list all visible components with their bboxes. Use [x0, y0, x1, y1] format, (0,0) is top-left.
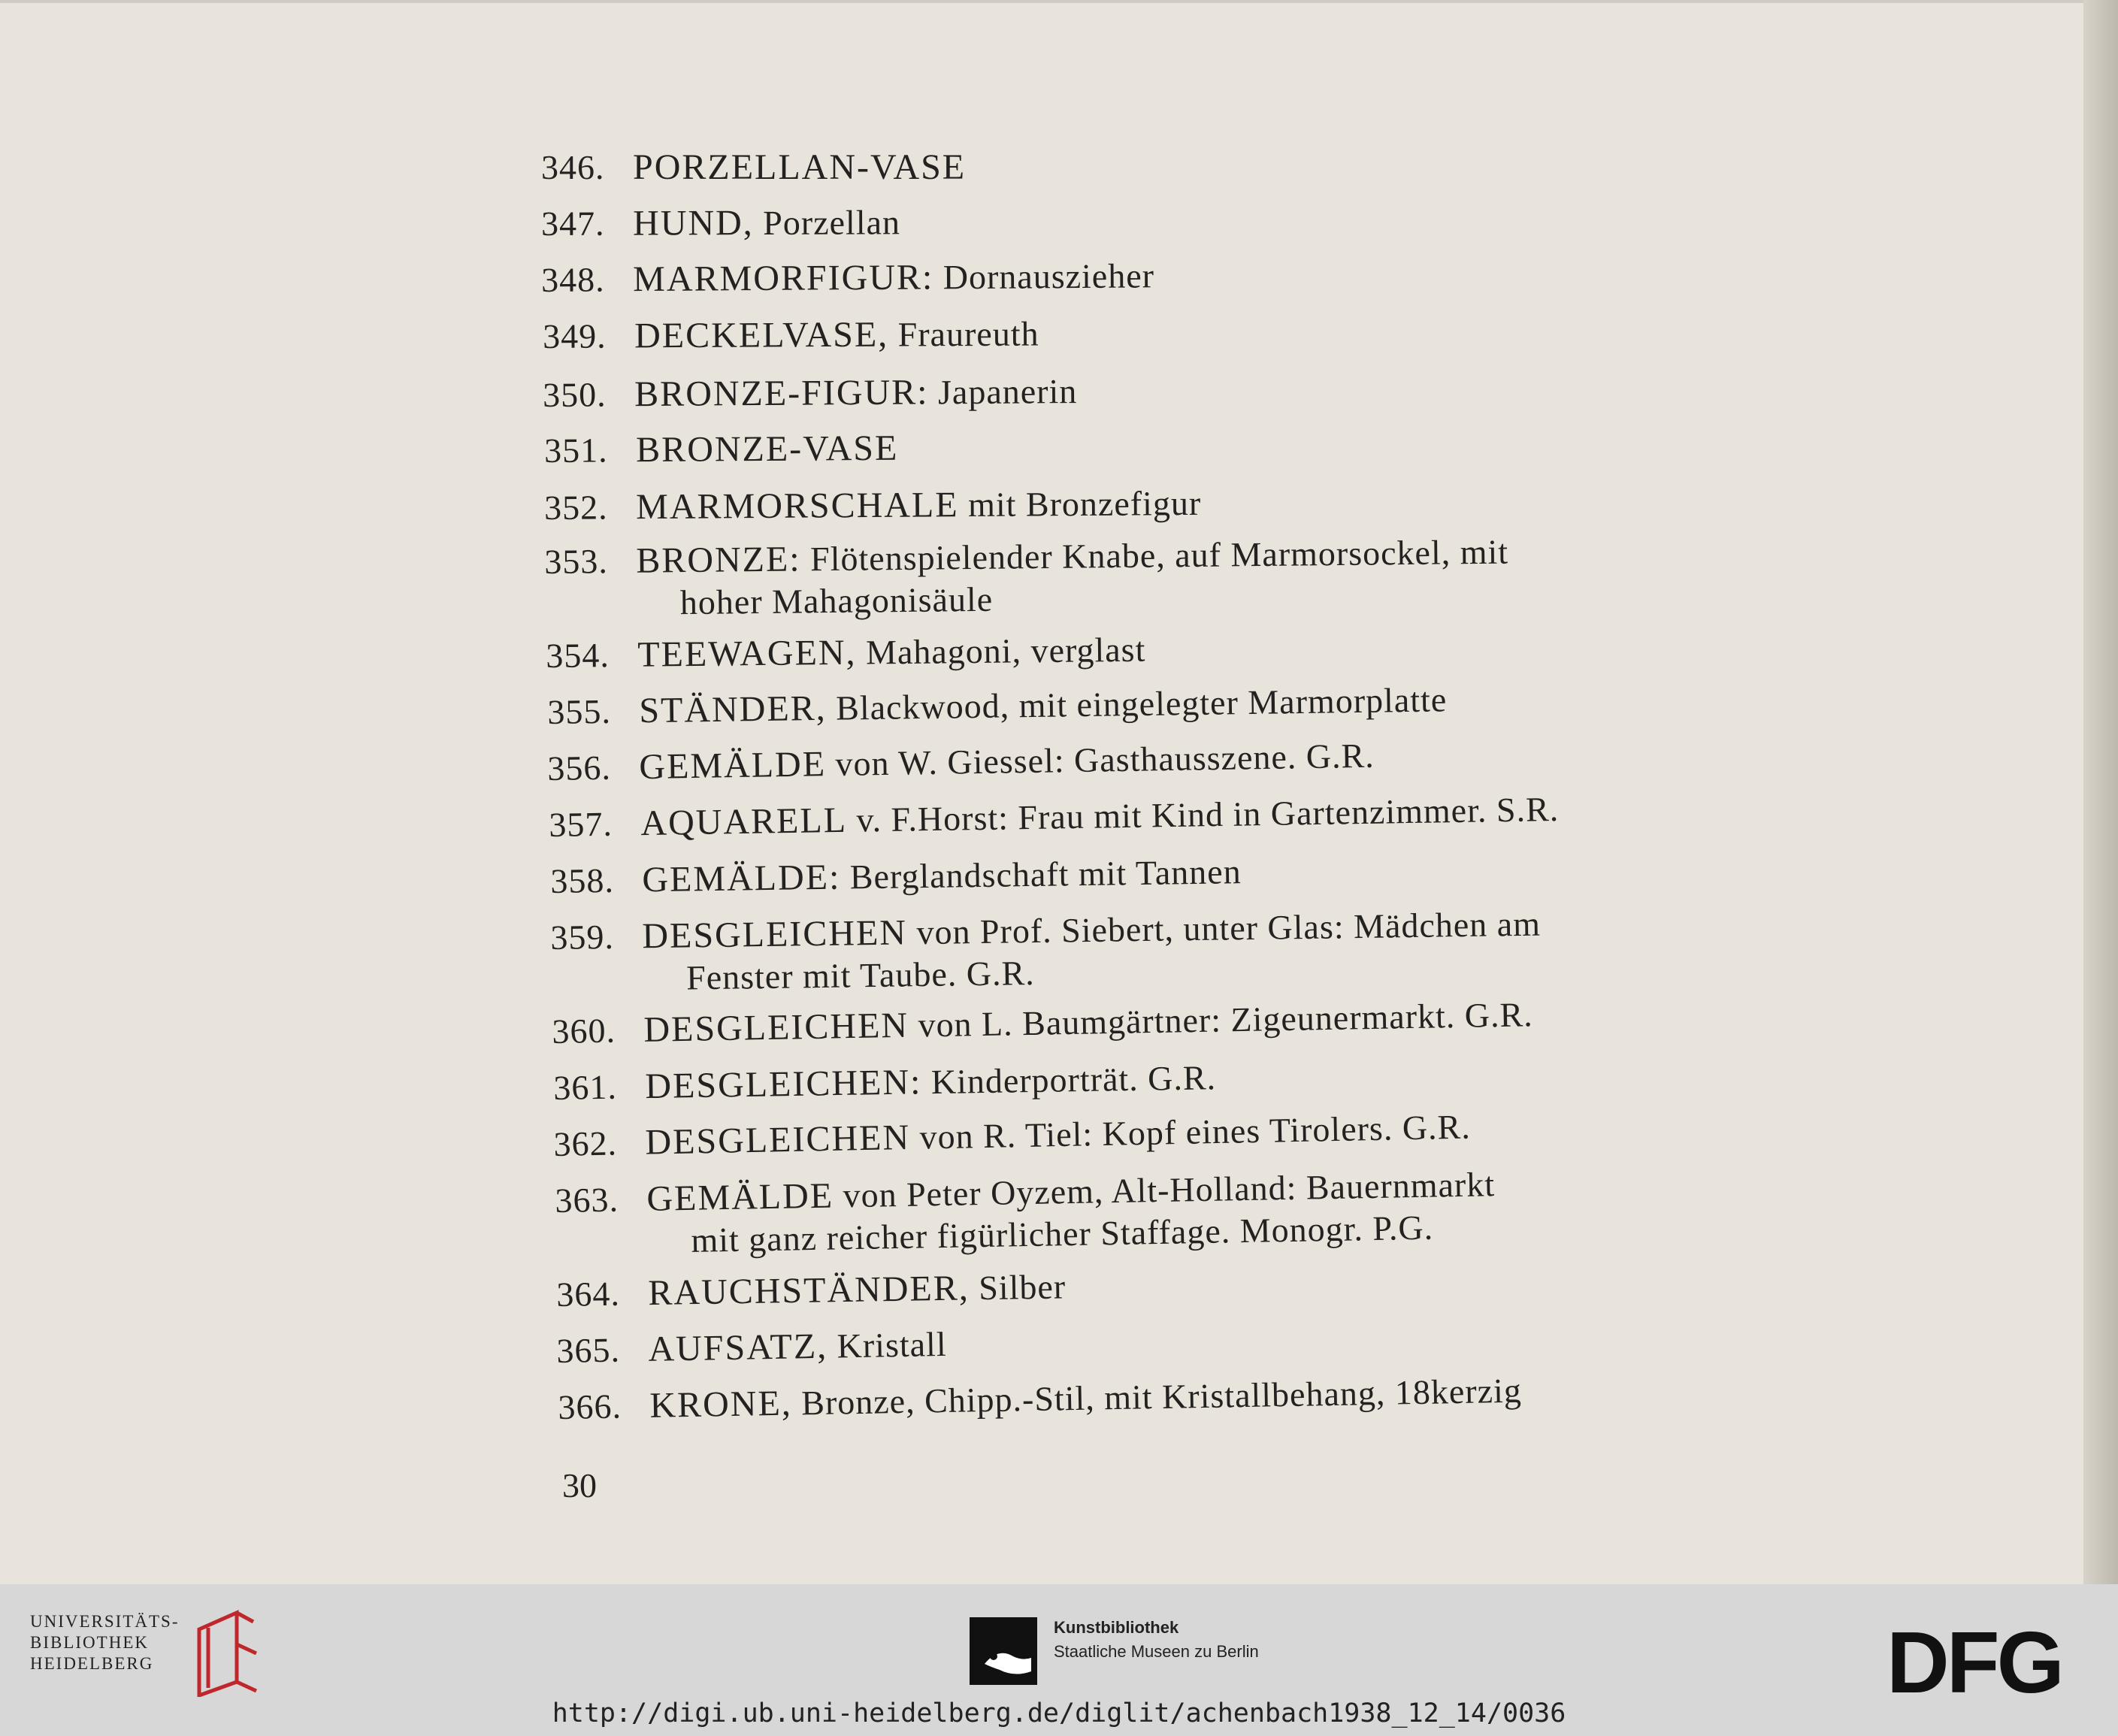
- entry-description: Dornauszieher: [933, 256, 1155, 297]
- catalog-entry: [544, 530, 1597, 625]
- entry-number: 364.: [556, 1274, 621, 1314]
- entry-line: [645, 1103, 1606, 1164]
- catalog-entry: [543, 310, 1595, 358]
- entry-description: Blackwood, mit eingelegter Marmorplatte: [826, 680, 1448, 727]
- entry-title: MARMORSCHALE: [636, 485, 959, 528]
- entry-number: 356.: [547, 748, 612, 788]
- entry-line: [649, 1369, 1611, 1427]
- entry-description: von R. Tiel: Kopf eines Tirolers. G.R.: [909, 1107, 1472, 1157]
- entry-number: 357.: [549, 804, 613, 844]
- entry-title: DESGLEICHEN: [642, 912, 908, 957]
- catalog-entry: [541, 147, 1593, 189]
- kb-title: Kunstbibliothek: [1054, 1618, 1179, 1637]
- entry-number: 352.: [544, 488, 608, 527]
- entry-description: Mahagoni, verglast: [856, 630, 1146, 672]
- catalog-entry: [543, 367, 1595, 416]
- entry-number: 361.: [553, 1067, 618, 1107]
- catalog-entry: [552, 993, 1605, 1053]
- kunstbibliothek-logo-icon[interactable]: [970, 1617, 1037, 1685]
- entry-title: GEMÄLDE:: [642, 857, 841, 900]
- kunstbibliothek-label[interactable]: [1054, 1616, 1259, 1664]
- entry-number: 366.: [558, 1387, 622, 1426]
- entry-number: 348.: [541, 260, 605, 299]
- entry-number: 355.: [547, 691, 612, 731]
- entry-description: von L. Baumgärtner: Zigeunermarkt. G.R.: [908, 995, 1534, 1045]
- entry-continuation: Fenster mit Taube. G.R.: [685, 954, 1036, 997]
- entry-line: [637, 624, 1599, 676]
- catalog-entry: [547, 731, 1600, 790]
- catalog-entry: [541, 252, 1593, 301]
- entry-line: [645, 1051, 1606, 1108]
- entry-title: TEEWAGEN,: [637, 632, 857, 675]
- entry-number: 362.: [553, 1124, 618, 1163]
- entry-line: [639, 731, 1600, 788]
- entry-number: 347.: [541, 204, 605, 243]
- catalog-entry: [547, 676, 1600, 733]
- dfg-text: DFG: [1887, 1623, 2062, 1700]
- entry-number: 363.: [555, 1180, 619, 1220]
- catalog-entry: [553, 1103, 1606, 1166]
- entry-number: 353.: [544, 542, 609, 581]
- uni-line-3: HEIDELBERG: [30, 1654, 154, 1673]
- entry-line: [633, 199, 1593, 244]
- catalog-entry: [546, 624, 1599, 677]
- entry-number: 350.: [543, 375, 607, 414]
- entry-description: v. F.Horst: Frau mit Kind in Gartenzimmer. S.R.: [846, 789, 1560, 839]
- catalog-entry: [553, 1051, 1606, 1109]
- entry-title: MARMORFIGUR:: [633, 257, 934, 300]
- catalog-entry: [556, 1257, 1609, 1316]
- entry-title: AUFSATZ,: [647, 1326, 828, 1369]
- entry-title: DECKELVASE,: [634, 314, 889, 356]
- entry-number: 360.: [552, 1011, 616, 1051]
- entry-title: RAUCHSTÄNDER,: [648, 1268, 970, 1314]
- entry-title: BRONZE-FIGUR:: [634, 372, 929, 415]
- entry-description: Porzellan: [753, 203, 901, 243]
- page-number: 30: [562, 1466, 597, 1505]
- dfg-logo-icon[interactable]: [1887, 1623, 2088, 1700]
- university-library-logo-icon[interactable]: [192, 1607, 259, 1697]
- entry-title: GEMÄLDE: [639, 744, 827, 788]
- uni-line-2: BIBLIOTHEK: [30, 1633, 149, 1652]
- uni-line-1: UNIVERSITÄTS-: [30, 1612, 180, 1631]
- entry-title: GEMÄLDE: [646, 1175, 834, 1219]
- entry-number: 351.: [544, 431, 608, 470]
- entry-description: von Prof. Siebert, unter Glas: Mädchen am: [906, 904, 1542, 952]
- entry-line: [634, 367, 1595, 416]
- entry-description: Kinderporträt. G.R.: [921, 1058, 1217, 1102]
- kb-subtitle: Staatliche Museen zu Berlin: [1054, 1642, 1259, 1661]
- entry-line: [636, 422, 1596, 471]
- entry-description: mit Bronzefigur: [958, 483, 1202, 525]
- page-right-edge: [2083, 0, 2118, 1584]
- catalog-entry: [541, 199, 1593, 245]
- entry-line: [633, 252, 1593, 301]
- entry-description: Flötenspielender Knabe, auf Marmorsockel, mit: [800, 532, 1509, 579]
- viewer-footer: [0, 1584, 2118, 1736]
- entry-line: [633, 147, 1593, 189]
- entry-number: 349.: [543, 316, 607, 355]
- entry-description: Berglandschaft mit Tannen: [840, 852, 1242, 897]
- entry-line: [648, 1257, 1609, 1314]
- entry-title: DESGLEICHEN: [644, 1117, 911, 1163]
- entry-title: BRONZE:: [636, 539, 801, 581]
- entry-description: von Peter Oyzem, Alt-Holland: Bauernmarkt: [833, 1165, 1496, 1215]
- entry-line: [640, 788, 1602, 845]
- entry-continuation: mit ganz reicher figürlicher Staffage. Monogr. P.G.: [690, 1208, 1434, 1260]
- page-top-edge: [0, 0, 2118, 3]
- entry-description: von W. Giessel: Gasthausszene. G.R.: [825, 736, 1375, 784]
- entry-description: Bronze, Chipp.-Stil, mit Kristallbehang, 18kerzig: [791, 1371, 1523, 1423]
- entry-description: Fraureuth: [888, 314, 1039, 354]
- entry-title: DESGLEICHEN:: [645, 1062, 922, 1107]
- catalog-entry: [549, 788, 1602, 846]
- catalog-entry: [558, 1369, 1611, 1429]
- catalog-entry: [550, 902, 1603, 1001]
- university-library-name[interactable]: [30, 1611, 180, 1674]
- entry-description: Kristall: [827, 1324, 948, 1366]
- entry-title: DESGLEICHEN: [643, 1005, 909, 1050]
- entry-title: HUND,: [633, 203, 754, 243]
- entry-description: Silber: [969, 1267, 1067, 1308]
- catalog-entry: [544, 479, 1596, 529]
- entry-number: 365.: [556, 1330, 621, 1370]
- entry-number: 359.: [550, 917, 615, 957]
- entry-title: STÄNDER,: [639, 688, 828, 731]
- catalog-entry: [556, 1312, 1609, 1372]
- entry-number: 354.: [546, 636, 610, 675]
- entry-title: PORZELLAN-VASE: [633, 147, 967, 187]
- entry-title: AQUARELL: [640, 800, 848, 844]
- entry-line: [648, 1312, 1609, 1371]
- entry-line: [639, 676, 1600, 732]
- entry-line: [642, 845, 1603, 901]
- entry-continuation: hoher Mahagonisäule: [679, 579, 994, 622]
- entry-title: BRONZE-VASE: [636, 428, 899, 470]
- entry-title: KRONE,: [649, 1383, 793, 1426]
- entry-line: [634, 310, 1595, 358]
- catalog-entry: [555, 1162, 1608, 1264]
- document-url[interactable]: http://digi.ub.uni-heidelberg.de/diglit/achenbach1938_12_14/0036: [552, 1698, 1566, 1728]
- entry-number: 346.: [541, 148, 605, 186]
- catalog-entry: [544, 422, 1596, 472]
- entry-description: Japanerin: [928, 372, 1078, 412]
- entry-line: [643, 993, 1605, 1051]
- entry-number: 358.: [550, 860, 615, 900]
- entry-line: [636, 479, 1596, 528]
- catalog-entry: [550, 845, 1603, 903]
